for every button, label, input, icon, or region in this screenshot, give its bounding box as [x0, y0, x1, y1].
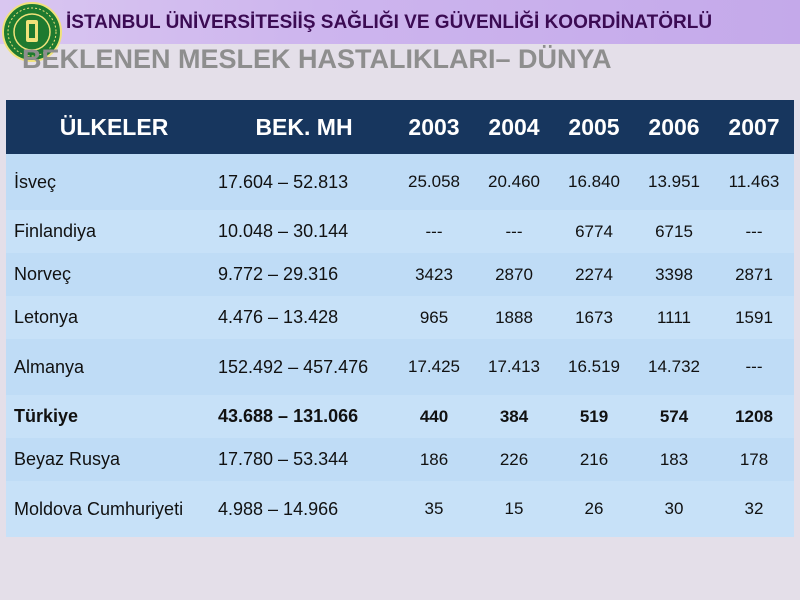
- table-row: [6, 154, 794, 210]
- table-row: [6, 438, 794, 481]
- table-row: [6, 296, 794, 339]
- expected-range-cell: 17.780 – 53.344: [214, 438, 394, 481]
- value-2007-cell: 32: [714, 481, 794, 537]
- value-2003-cell: 965: [394, 296, 474, 339]
- value-2005-cell: 2274: [554, 253, 634, 296]
- value-2005-cell: 216: [554, 438, 634, 481]
- title-banner: [0, 0, 800, 44]
- column-header-2006: 2006: [634, 100, 714, 154]
- value-2003-cell: 3423: [394, 253, 474, 296]
- table-row: [6, 253, 794, 296]
- expected-range-cell: 43.688 – 131.066: [214, 395, 394, 438]
- page-subtitle: BEKLENEN MESLEK HASTALIKLARI– DÜNYA: [22, 44, 612, 74]
- value-2006-cell: 6715: [634, 210, 714, 253]
- banner-title: İSTANBUL ÜNİVERSİTESİİŞ SAĞLIĞI VE GÜVENLİĞİ KOORDİNATÖRLÜ: [66, 12, 713, 33]
- column-header-2005: 2005: [554, 100, 634, 154]
- value-2007-cell: 1208: [714, 395, 794, 438]
- value-2004-cell: 1888: [474, 296, 554, 339]
- value-2005-cell: 26: [554, 481, 634, 537]
- value-2005-cell: 1673: [554, 296, 634, 339]
- column-header-countries: ÜLKELER: [6, 100, 214, 154]
- value-2003-cell: 25.058: [394, 154, 474, 210]
- column-header-2004: 2004: [474, 100, 554, 154]
- value-2003-cell: 17.425: [394, 339, 474, 395]
- value-2004-cell: 384: [474, 395, 554, 438]
- value-2004-cell: 17.413: [474, 339, 554, 395]
- value-2004-cell: 20.460: [474, 154, 554, 210]
- value-2003-cell: ---: [394, 210, 474, 253]
- value-2003-cell: 440: [394, 395, 474, 438]
- value-2007-cell: 11.463: [714, 154, 794, 210]
- value-2007-cell: 178: [714, 438, 794, 481]
- column-header-expected: BEK. MH: [214, 100, 394, 154]
- country-cell: Norveç: [6, 253, 214, 296]
- table-header-row: [6, 100, 794, 154]
- column-header-2003: 2003: [394, 100, 474, 154]
- table-row-highlighted: [6, 395, 794, 438]
- country-cell: Finlandiya: [6, 210, 214, 253]
- expected-range-cell: 4.476 – 13.428: [214, 296, 394, 339]
- value-2006-cell: 30: [634, 481, 714, 537]
- value-2007-cell: 1591: [714, 296, 794, 339]
- value-2005-cell: 16.840: [554, 154, 634, 210]
- expected-range-cell: 4.988 – 14.966: [214, 481, 394, 537]
- expected-range-cell: 17.604 – 52.813: [214, 154, 394, 210]
- value-2007-cell: ---: [714, 339, 794, 395]
- value-2006-cell: 183: [634, 438, 714, 481]
- expected-range-cell: 9.772 – 29.316: [214, 253, 394, 296]
- country-cell: Moldova Cumhuriyeti: [6, 481, 214, 537]
- value-2005-cell: 6774: [554, 210, 634, 253]
- country-cell: İsveç: [6, 154, 214, 210]
- country-cell: Türkiye: [6, 395, 214, 438]
- value-2004-cell: 15: [474, 481, 554, 537]
- value-2006-cell: 3398: [634, 253, 714, 296]
- column-header-2007: 2007: [714, 100, 794, 154]
- table-row: [6, 339, 794, 395]
- value-2004-cell: ---: [474, 210, 554, 253]
- country-cell: Letonya: [6, 296, 214, 339]
- table-row: [6, 481, 794, 537]
- value-2003-cell: 35: [394, 481, 474, 537]
- value-2005-cell: 519: [554, 395, 634, 438]
- occupational-disease-table: [6, 100, 794, 537]
- expected-range-cell: 152.492 – 457.476: [214, 339, 394, 395]
- value-2007-cell: ---: [714, 210, 794, 253]
- value-2004-cell: 226: [474, 438, 554, 481]
- value-2007-cell: 2871: [714, 253, 794, 296]
- value-2006-cell: 1111: [634, 296, 714, 339]
- country-cell: Beyaz Rusya: [6, 438, 214, 481]
- value-2004-cell: 2870: [474, 253, 554, 296]
- value-2003-cell: 186: [394, 438, 474, 481]
- country-cell: Almanya: [6, 339, 214, 395]
- expected-range-cell: 10.048 – 30.144: [214, 210, 394, 253]
- table-row: [6, 210, 794, 253]
- value-2006-cell: 13.951: [634, 154, 714, 210]
- value-2006-cell: 574: [634, 395, 714, 438]
- value-2005-cell: 16.519: [554, 339, 634, 395]
- value-2006-cell: 14.732: [634, 339, 714, 395]
